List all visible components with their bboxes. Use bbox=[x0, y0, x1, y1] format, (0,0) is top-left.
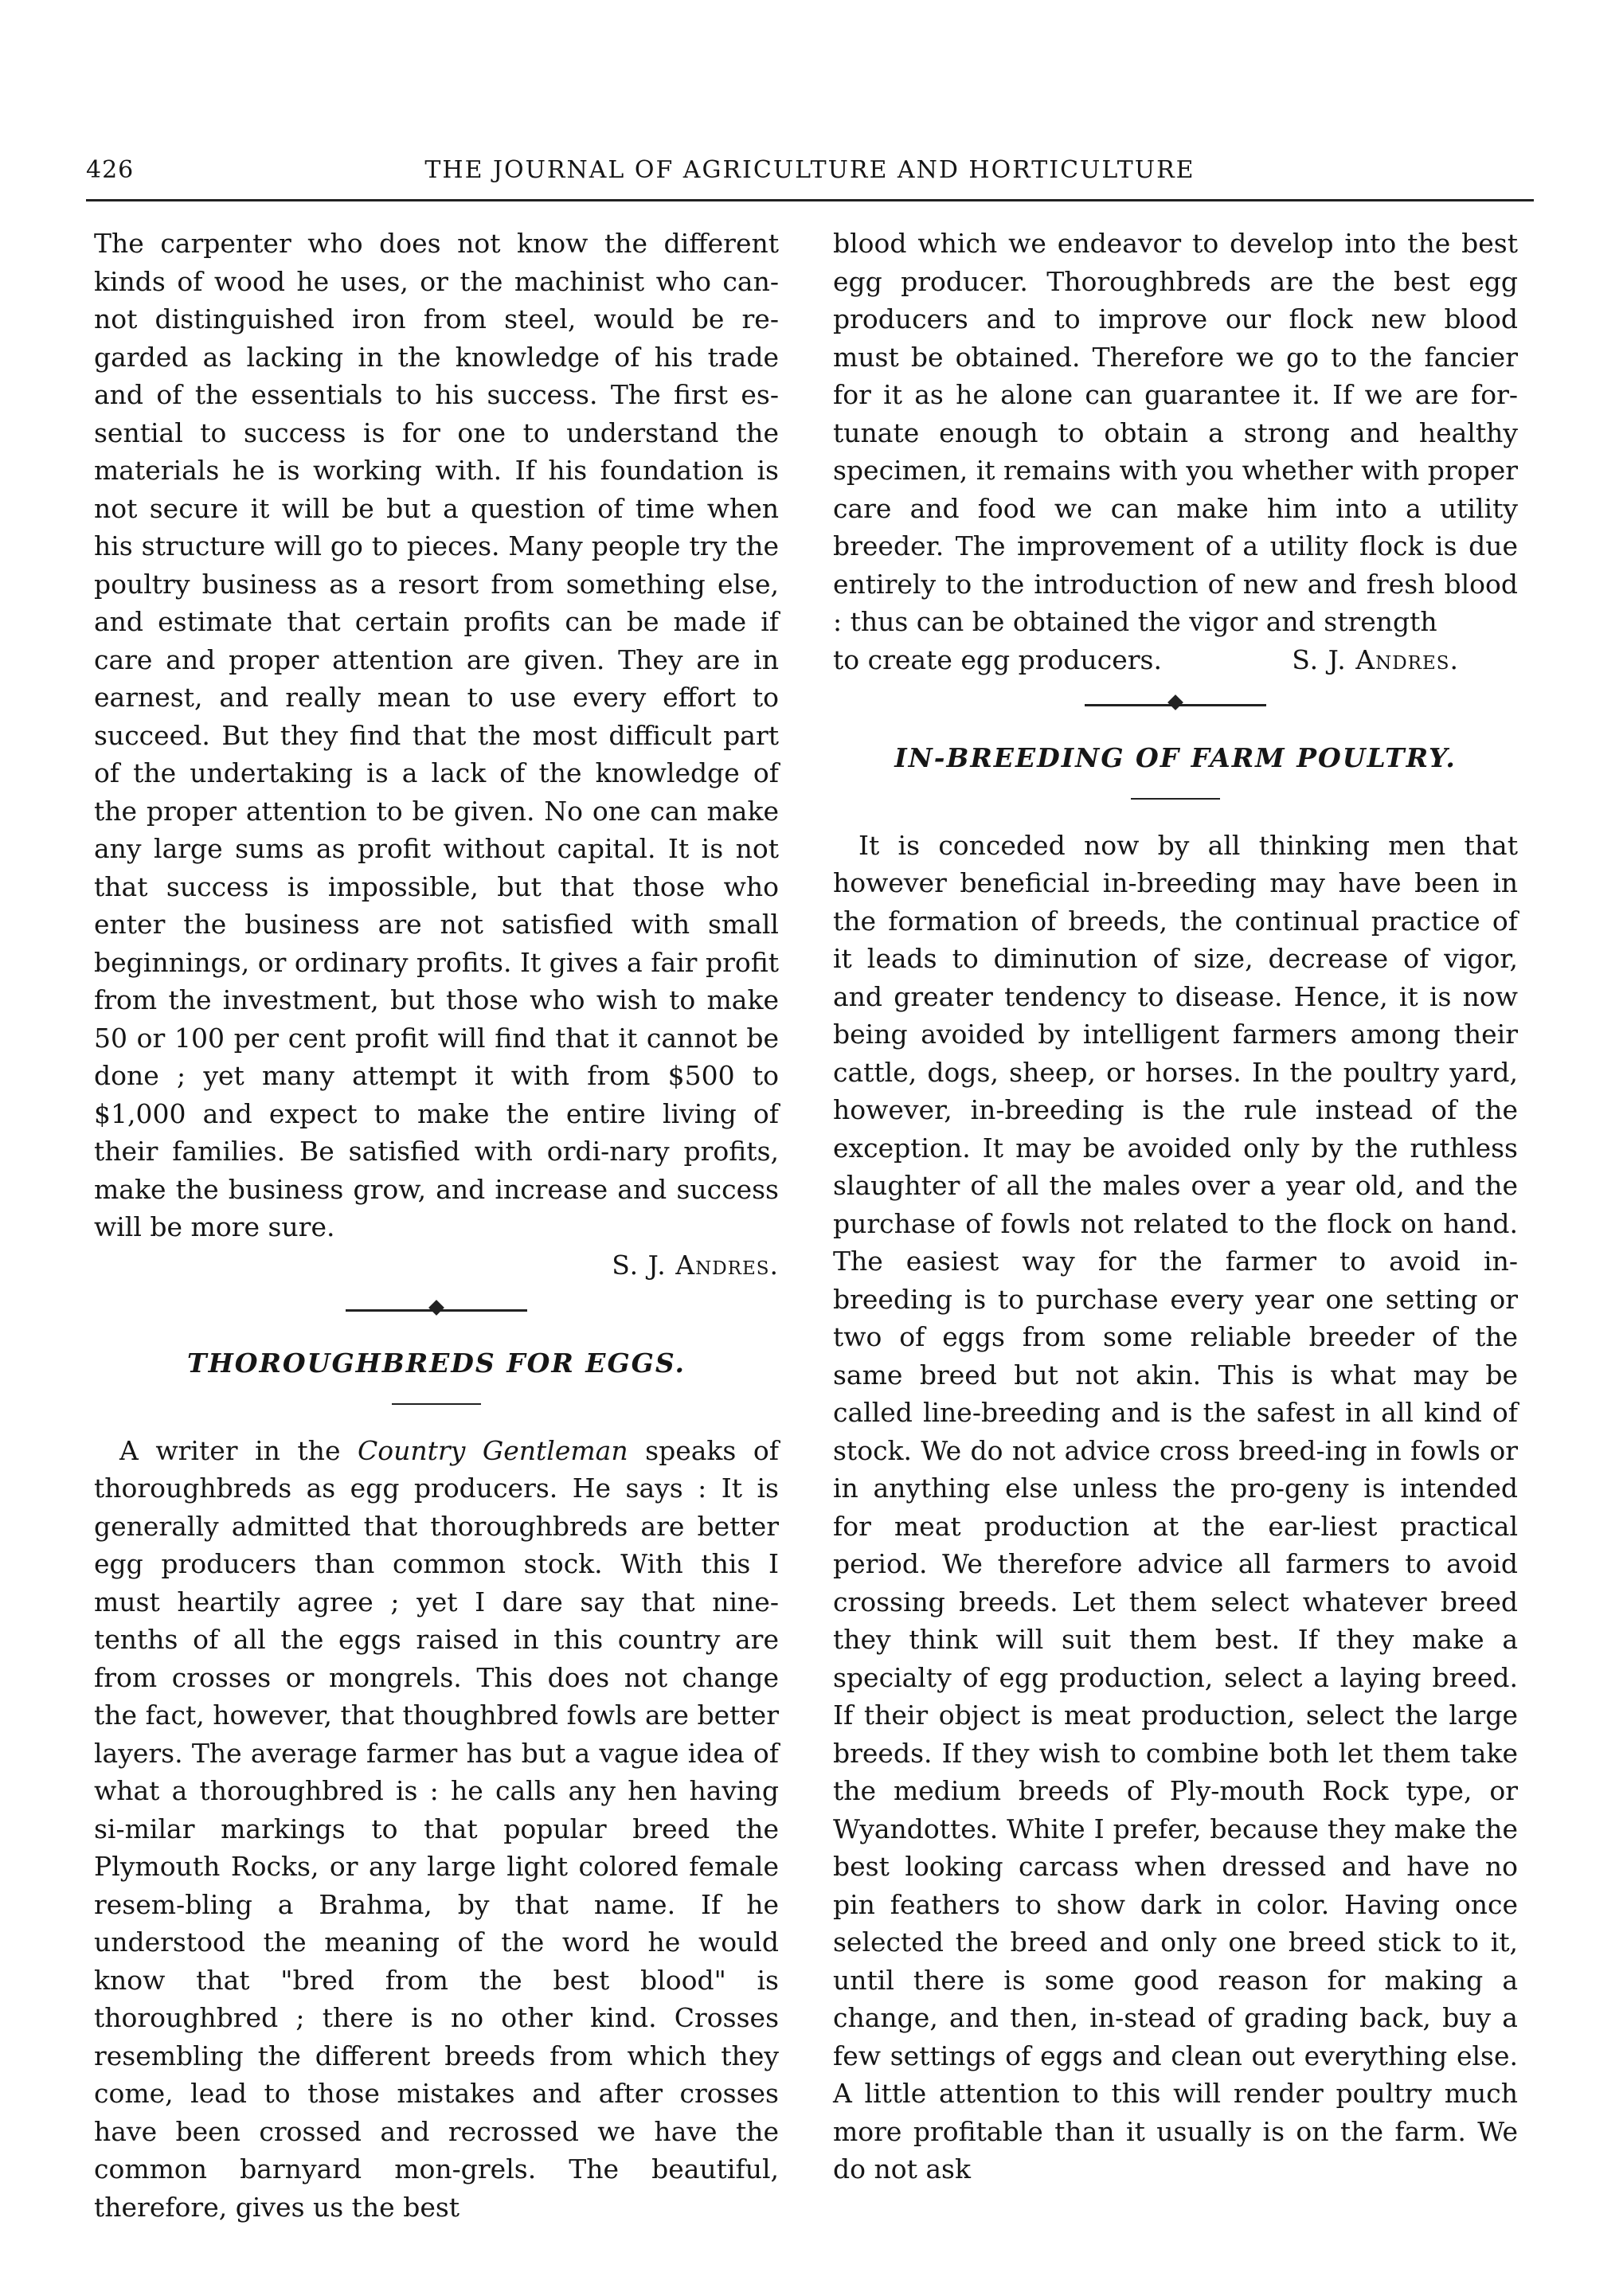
paragraph-text: to create egg producers. bbox=[833, 643, 1162, 675]
running-title: THE JOURNAL OF AGRICULTURE AND HORTICULTURE bbox=[424, 156, 1195, 184]
ornament-diamond-icon bbox=[428, 1300, 444, 1316]
header-rule bbox=[86, 199, 1534, 201]
author-signature: S. J. Andres. bbox=[1292, 643, 1459, 675]
right-column bbox=[833, 225, 1518, 2188]
closing-line bbox=[833, 641, 1518, 679]
article-paragraph bbox=[94, 1432, 779, 2227]
author-signature: S. J. Andres. bbox=[612, 1249, 779, 1281]
article-paragraph: The carpenter who does not know the different kinds of wood he uses, or the machinist who can-not distinguished iron from steel, would be re-garded as lacking in the knowledge of his trade and of the essentials to his success. The first es-sential to success is for one to understand the materials he is working with. If his foundation is not secure it will be but a question of time when his structure will go to pieces. Many people try the poultry business as a resort from something else, and estimate that certain profits can be made if care and proper attention are given. They are in earnest, and really mean to use every effort to succeed. But they find that the most difficult part of the undertaking is a lack of the knowledge of the proper attention to be given. No one can make any large sums as profit without capital. It is not that success is impossible, but that those who enter the business are not satisfied with small beginnings, or ordinary profits. It gives a fair profit from the investment, but those who wish to make 50 or 100 per cent profit will find that it cannot be done ; yet many attempt it with from $500 to $1,000 and expect to make the entire living of their families. Be satisfied with ordi-nary profits, make the business grow, and increase and success will be more sure. bbox=[94, 228, 779, 1242]
title-rule bbox=[1131, 798, 1220, 800]
section-ornament bbox=[833, 690, 1518, 725]
page-header bbox=[86, 156, 1534, 193]
title-rule bbox=[392, 1403, 481, 1405]
section-ornament bbox=[94, 1295, 779, 1330]
paragraph-text: A writer in the bbox=[119, 1434, 341, 1466]
page-number: 426 bbox=[86, 156, 135, 184]
ornament-diamond-icon bbox=[1167, 694, 1183, 710]
article-paragraph: It is conceded now by all thinking men that however beneficial in-breeding may have been in the formation of breeds, the continual practice of it leads to diminution of size, decrease of vigor, and greater tendency to disease. Hence, it is now being avoided by intelligent farmers among their cattle, dogs, sheep, or horses. In the poultry yard, however, in-breeding is the rule instead of the exception. It may be avoided only by the ruthless slaughter of all the males over a year old, and the purchase of fowls not related to the flock on hand. The easiest way for the farmer to avoid in-breeding is to purchase every year one setting or two of eggs from some reliable breeder of the same breed but not akin. This is what may be called line-breeding and is the safest in all kind of stock. We do not advice cross breed-ing in fowls or in anything else unless the pro-geny is intended for meat production at the ear-liest practical period. We therefore advice all farmers to avoid crossing breeds. Let them select whatever breed they think will suit them best. If they make a specialty of egg production, select a laying breed. If their object is meat production, select the large breeds. If they wish to combine both let them take the medium breeds of Ply-mouth Rock type, or Wyandottes. White I prefer, because they make the best looking carcass when dressed and have no pin feathers to show dark in color. Having once selected the breed and only one breed stick to it, until there is some good reason for making a change, and then, in-stead of grading back, buy a few settings of eggs and clean out everything else. A little attention to this will render poultry much more profitable than it usually is on the farm. We do not ask bbox=[833, 829, 1518, 2185]
paragraph-text: speaks of thoroughbreds as egg producers. He says : It is generally admitted that thoroughbreds are better egg producers than common stock. With this I must heartily agree ; yet I dare say that nine-tenths of all the eggs raised in this country are from crosses or mongrels. This does not change the fact, however, that thoughbred fowls are better layers. The average farmer has but a vague idea of what a thoroughbred is : he calls any hen having si-milar markings to that popular breed the Plymouth Rocks, or any large light colored female resem-bling a Brahma, by that name. If he understood the meaning of the word he would know that "bred from the best blood" is thoroughbred ; there is no other kind. Crosses resembling the different breeds from which they come, lead to those mistakes and after crosses have been crossed and recrossed we have the common barnyard mon-grels. The beautiful, therefore, gives us the best bbox=[94, 1434, 779, 2223]
section-title: IN-BREEDING OF FARM POULTRY. bbox=[894, 742, 1457, 773]
article-paragraph: blood which we endeavor to develop into the best egg producer. Thoroughbreds are the best egg producers and to improve our flock new blood must be obtained. Therefore we go to the fancier for it as he alone can guarantee it. If we are for-tunate enough to obtain a strong and healthy specimen, it remains with you whether with proper care and food we can make him into a utility breeder. The improvement of a utility flock is due entirely to the introduction of new and fresh blood : thus can be obtained the vigor and strength bbox=[833, 228, 1518, 637]
left-column bbox=[94, 225, 779, 2226]
section-title: THOROUGHBREDS FOR EGGS. bbox=[187, 1347, 686, 1379]
source-title: Country Gentleman bbox=[358, 1434, 628, 1466]
